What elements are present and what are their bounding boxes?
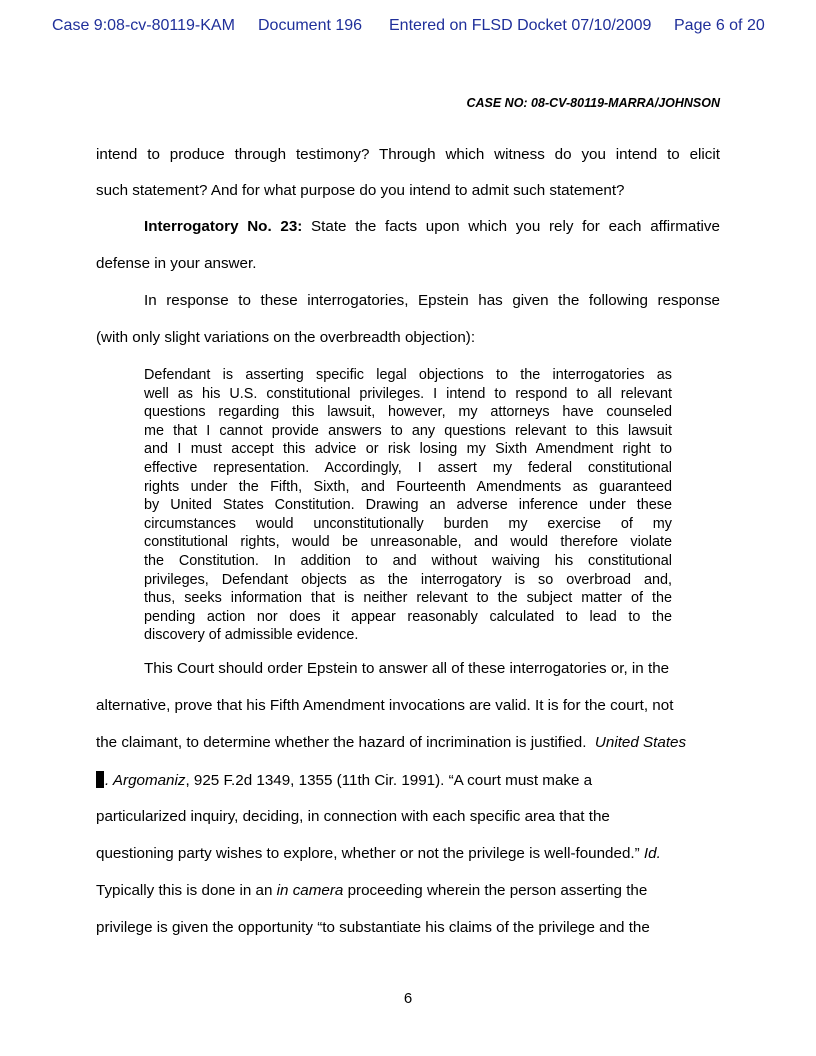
body-line: This Court should order Epstein to answer all of these interrogatories or, in the: [144, 660, 670, 677]
quote-line: circumstances would unconstitutionally burden my exercise of my: [144, 515, 672, 532]
body-line: [96, 734, 720, 752]
docket-document-number: Document 196: [258, 17, 363, 34]
quote-line: effective representation. Accordingly, I assert my federal constitutional: [144, 459, 672, 476]
quote-line: thus, seeks information that is neither relevant to the subject matter of the: [144, 590, 672, 607]
page-number: 6: [403, 990, 413, 1007]
quote-line: questions regarding this lawsuit, however, my attorneys have counseled: [144, 404, 672, 421]
interrogatory-label: Interrogatory No. 23:: [144, 218, 303, 235]
interrogatory-text: State the facts upon which you rely for each affirmative: [311, 218, 720, 235]
quote-line: well as his U.S. constitutional privileges. I intend to respond to all relevant: [144, 385, 672, 402]
quote-line: the Constitution. In addition to and without waiving his constitutional: [144, 552, 672, 569]
body-line: alternative, prove that his Fifth Amendment invocations are valid. It is for the court, not: [96, 697, 674, 714]
case-citation: . Argomaniz: [105, 772, 186, 789]
redaction-mark: [96, 771, 104, 788]
body-line: such statement? And for what purpose do you intend to admit such statement?: [96, 182, 625, 199]
quote-line: Defendant is asserting specific legal objections to the interrogatories as: [144, 367, 672, 383]
case-citation: Id.: [643, 845, 661, 862]
block-quote: [144, 366, 672, 645]
body-line: [96, 771, 720, 790]
body-line: defense in your answer.: [96, 255, 257, 272]
docket-page-count: Page 6 of 20: [674, 17, 765, 34]
quote-line: and I must accept this advice or risk losing my Sixth Amendment right to: [144, 441, 672, 458]
body-text: the claimant, to determine whether the hazard of incrimination is justified.: [96, 734, 587, 751]
body-line: [96, 845, 720, 863]
body-text: proceeding wherein the person asserting the: [347, 882, 648, 899]
quote-line: by United States Constitution. Drawing an adverse inference under these: [144, 497, 672, 514]
quote-line: me that I cannot provide answers to any questions relevant to this lawsuit: [144, 422, 672, 439]
quote-line: constitutional rights, would be unreasonable, and would therefore violate: [144, 534, 672, 551]
quote-line: discovery of admissible evidence.: [144, 627, 359, 644]
body-line: (with only slight variations on the overbreadth objection):: [96, 329, 476, 346]
body-text: questioning party wishes to explore, whether or not the privilege is well-founded.”: [96, 845, 640, 862]
body-line: [96, 882, 720, 900]
docket-entry-date: Entered on FLSD Docket 07/10/2009: [389, 17, 652, 34]
case-number-heading: CASE NO: 08-CV-80119-MARRA/JOHNSON: [466, 96, 720, 110]
latin-phrase: in camera: [276, 882, 344, 899]
case-citation: United States: [594, 734, 687, 751]
body-line: intend to produce through testimony? Through which witness do you intend to elicit: [96, 146, 720, 163]
body-line: privilege is given the opportunity “to substantiate his claims of the privilege and the: [96, 919, 650, 936]
body-line: particularized inquiry, deciding, in connection with each specific area that the: [96, 808, 610, 825]
body-text: Typically this is done in an: [96, 882, 273, 899]
body-text: , 925 F.2d 1349, 1355 (11th Cir. 1991). “A court must make a: [185, 772, 593, 789]
quote-line: rights under the Fifth, Sixth, and Fourteenth Amendments as guaranteed: [144, 478, 672, 495]
docket-case-number: Case 9:08-cv-80119-KAM: [52, 17, 235, 34]
quote-line: privileges, Defendant objects as the interrogatory is so overbroad and,: [144, 571, 672, 588]
body-line: In response to these interrogatories, Epstein has given the following response: [144, 292, 720, 309]
interrogatory-paragraph: [144, 218, 720, 236]
quote-line: pending action nor does it appear reasonably calculated to lead to the: [144, 608, 672, 625]
